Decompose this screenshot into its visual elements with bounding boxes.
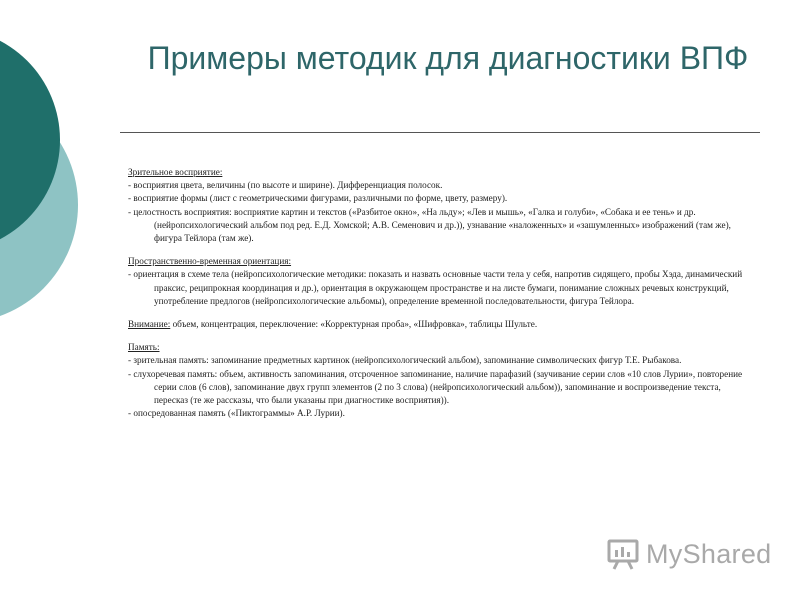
list-item: - опосредованная память («Пиктограммы» А.Р. Лурии). — [128, 408, 345, 419]
slide-content — [128, 166, 753, 430]
section-attention — [128, 318, 753, 331]
section-spatial-orientation — [128, 255, 753, 308]
title-divider — [120, 132, 760, 133]
watermark-logo — [606, 536, 771, 572]
list-item: - ориентация в схеме тела (нейропсихологические методики: показать и назвать основные части тела у себя, напротив сидящего, пробы Хэда, динамический праксис, реципрокная координация и др.), ориентация в окружающем пространстве и на листе бумаги, понимание сложных речевых конструкций, употребление предлогов (нейропсихологические альбомы), определение временной последовательности, фигура Тейлора. — [128, 269, 743, 306]
inner-circle — [0, 28, 60, 252]
section-heading: Зрительное восприятие: — [128, 167, 223, 177]
outer-circle — [0, 87, 78, 323]
list-item: - целостность восприятия: восприятие картин и текстов («Разбитое окно», «На льду»; «Лев и мышь», «Галка и голуби», «Собака и ее тень» и др. (нейропсихологический альбом под ред. Е.Д. Хомской; А.В. Семенович и др.)), узнавание «наложенных» и «зашумленных» изображений (там же), фигура Тейлора (там же). — [128, 206, 731, 244]
section-memory — [128, 341, 753, 420]
section-heading: Внимание: — [128, 319, 171, 330]
list-item: - восприятия цвета, величины (по высоте и ширине). Дифференциация полосок. — [128, 180, 443, 191]
section-heading: Память: — [128, 342, 160, 353]
watermark-text: MyShared — [646, 538, 772, 569]
section-visual-perception — [128, 166, 753, 245]
list-item: - зрительная память: запоминание предметных картинок (нейропсихологический альбом), запоминание символических фигур Т.Е. Рыбакова. — [128, 355, 682, 366]
list-item: - восприятие формы (лист с геометрическими фигурами, различными по форме, цвету, размеру). — [128, 193, 508, 204]
list-item: - слухоречевая память: объем, активность запоминания, отсроченное запоминание, наличие парафазий (заучивание серии слов «10 слов Лурии», повторение серии слов (6 слов), запоминание двух групп элементов (2 по 3 слова) (нейропсихологический альбом)), запоминание и воспроизведение текста, пересказ (те же рассказы, что были указаны при диагностике восприятия)). — [128, 368, 743, 406]
presentation-board-icon — [606, 537, 640, 571]
decorative-circles — [0, 0, 120, 600]
section-inline-text: объем, концентрация, переключение: «Корректурная проба», «Шифровка», таблицы Шульте. — [170, 319, 538, 330]
slide-title: Примеры методик для диагностики ВПФ — [147, 40, 749, 76]
section-heading: Пространственно-временная ориентация: — [128, 256, 292, 267]
